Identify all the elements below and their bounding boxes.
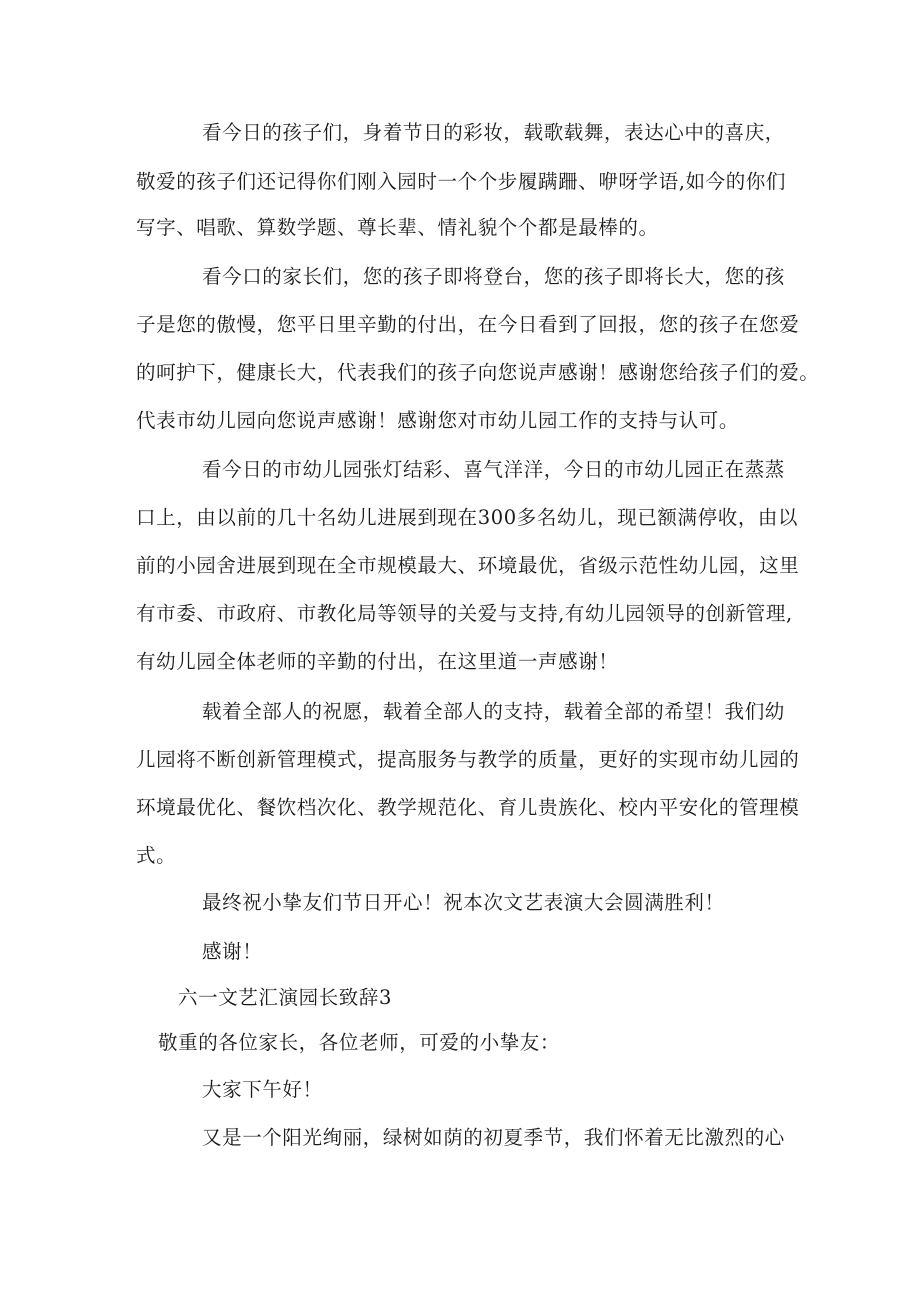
paragraph-3-line-3: 前的小园舍进展到现在全市规模最大、环境最优，省级示范性幼儿园，这里 [136, 554, 800, 577]
paragraph-3-line-4: 有市委、市政府、市教化局等领导的关爱与支持,有幼儿园领导的创新管理, [136, 602, 793, 625]
paragraph-2-line-2: 子是您的傲慢，您平日里辛勤的付出，在今日看到了回报，您的孩子在您爱 [136, 313, 800, 336]
paragraph-2-line-3: 的呵护下，健康长大，代表我们的孩子向您说声感谢！感谢您给孩子们的爱。 [136, 361, 820, 384]
paragraph-1-line-2: 敬爱的孩子们还记得你们刚入园时一个个步履蹒跚、咿呀学语,如今的你们 [136, 170, 786, 193]
greeting: 大家下午好！ [202, 1078, 323, 1101]
paragraph-1-line-3: 写字、唱歌、算数学题、尊长辈、情礼貌个个都是最棒的。 [136, 216, 659, 239]
paragraph-2-line-1: 看今口的家长们，您的孩子即将登台，您的孩子即将长大，您的孩 [202, 265, 785, 288]
paragraph-4-line-1: 载着全部人的祝愿，载着全部人的支持，载着全部的希望！我们幼 [202, 700, 785, 723]
paragraph-3-line-5: 有幼儿园全体老师的辛勤的付出，在这里道一声感谢！ [136, 650, 619, 673]
paragraph-3-line-1: 看今日的市幼儿园张灯结彩、喜气洋洋，今日的市幼儿园正在蒸蒸 [202, 458, 785, 481]
paragraph-2-line-4: 代表市幼儿园向您说声感谢！感谢您对市幼儿园工作的支持与认可。 [136, 409, 740, 432]
salutation: 敬重的各位家长，各位老师，可爱的小挚友： [158, 1031, 561, 1054]
paragraph-3-line-2: 口上，由以前的几十名幼儿进展到现在300多名幼儿，现已额满停收，由以 [136, 506, 799, 529]
section-title: 六一文艺汇演园长致辞3 [178, 986, 393, 1009]
closing-wish: 最终祝小挚友们节日开心！祝本次文艺表演大会圆满胜利！ [202, 891, 725, 914]
paragraph-4-line-3: 环境最优化、餐饮档次化、教学规范化、育儿贵族化、校内平安化的管理模 [136, 796, 800, 819]
paragraph-4-line-4: 式。 [136, 844, 177, 867]
paragraph-4-line-2: 儿园将不断创新管理模式，提高服务与教学的质量，更好的实现市幼儿园的 [136, 748, 800, 771]
paragraph-1-line-1: 看今日的孩子们，身着节日的彩妆，载歌载舞，表达心中的喜庆， [202, 121, 785, 144]
thanks-line: 感谢！ [202, 940, 263, 963]
opening-line: 又是一个阳光绚丽，绿树如荫的初夏季节，我们怀着无比激烈的心 [202, 1126, 785, 1149]
